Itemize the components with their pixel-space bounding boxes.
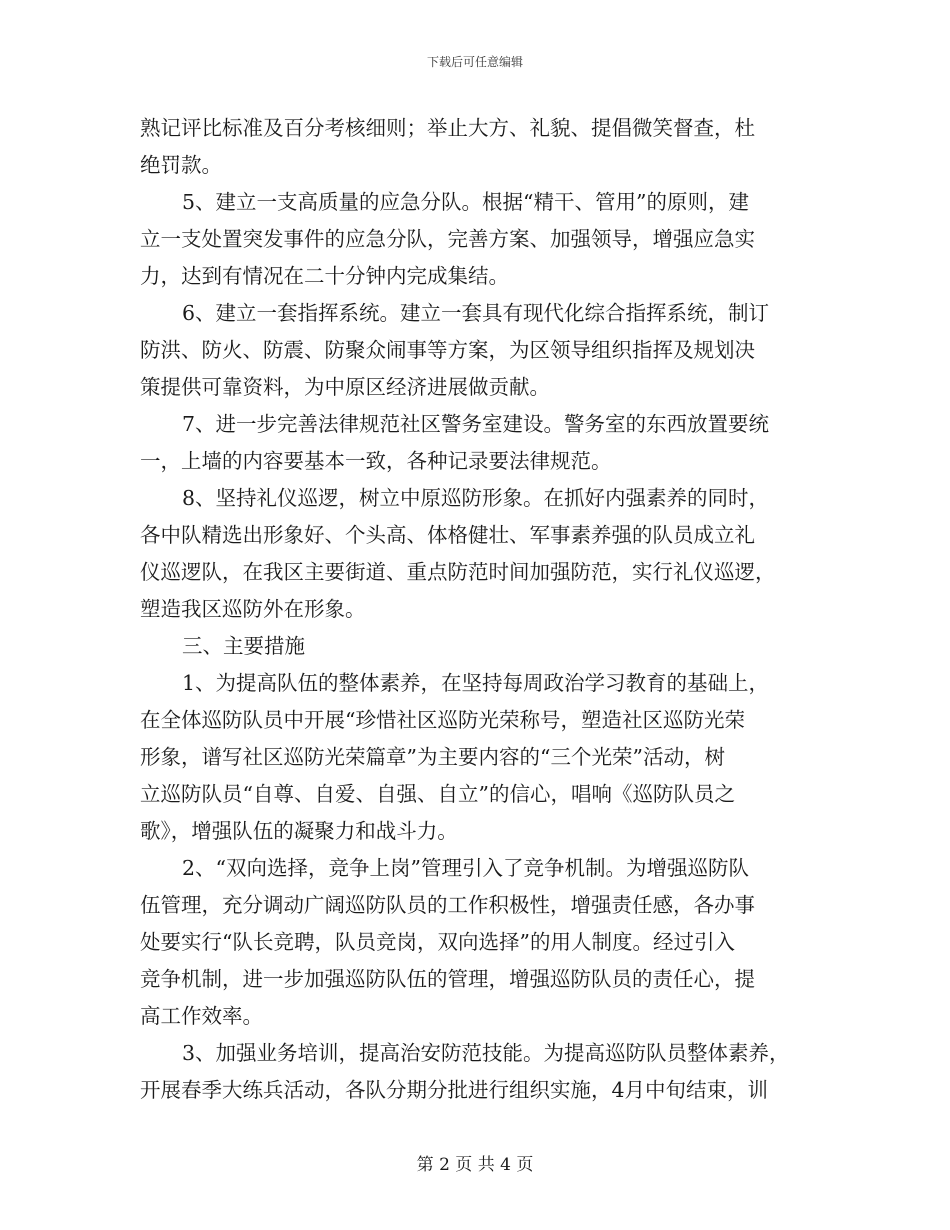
paragraph-first-line: 7、进一步完善法律规范社区警务室建设。警务室的东西放置要统 (182, 412, 770, 436)
paragraph-line: 一，上墙的内容要基本一致，各种记录要法律规范。 (140, 449, 612, 473)
paragraph-line: 立一支处置突发事件的应急分队，完善方案、加强领导，增强应急实 (140, 227, 755, 251)
paragraph-first-line: 3、加强业务培训，提高治安防范技能。为提高巡防队员整体素养， (182, 1041, 790, 1065)
paragraph-line: 绝罚款。 (140, 153, 222, 177)
paragraph-line: 形象，谱写社区巡防光荣篇章”为主要内容的“三个光荣”活动，树 (140, 745, 725, 769)
paragraph-line: 熟记评比标准及百分考核细则；举止大方、礼貌、提倡微笑督查，杜 (140, 116, 755, 140)
paragraph-first-line: 6、建立一套指挥系统。建立一套具有现代化综合指挥系统，制订 (182, 301, 770, 325)
paragraph-line: 处要实行“队长竞聘，队员竞岗，双向选择”的用人制度。经过引入 (140, 930, 735, 954)
page-header: 下载后可任意编辑 (426, 55, 523, 69)
paragraph-line: 防洪、防火、防震、防聚众闹事等方案，为区领导组织指挥及规划决 (140, 338, 755, 362)
paragraph-line: 开展春季大练兵活动，各队分期分批进行组织实施，4月中旬结束，训 (140, 1078, 769, 1102)
paragraph-line: 仪巡逻队，在我区主要街道、重点防范时间加强防范，实行礼仪巡逻， (140, 560, 776, 584)
paragraph-first-line: 三、主要措施 (182, 634, 305, 658)
paragraph-line: 策提供可靠资料，为中原区经济进展做贡献。 (140, 375, 550, 399)
paragraph-line: 立巡防队员“自尊、自爱、自强、自立”的信心，唱响《巡防队员之 (140, 782, 735, 806)
paragraph-line: 歌》，增强队伍的凝聚力和战斗力。 (140, 819, 458, 843)
paragraph-line: 塑造我区巡防外在形象。 (140, 597, 366, 621)
document-body (140, 110, 830, 1109)
paragraph-line: 高工作效率。 (140, 1004, 263, 1028)
paragraph-line: 竞争机制，进一步加强巡防队伍的管理，增强巡防队员的责任心，提 (140, 967, 755, 991)
paragraph-first-line: 5、建立一支高质量的应急分队。根据“精干、管用”的原则，建 (182, 190, 750, 214)
page-footer: 第 2 页 共 4 页 (416, 1155, 534, 1175)
paragraph-line: 各中队精选出形象好、个头高、体格健壮、军事素养强的队员成立礼 (140, 523, 755, 547)
paragraph-first-line: 8、坚持礼仪巡逻，树立中原巡防形象。在抓好内强素养的同时， (182, 486, 770, 510)
paragraph-line: 在全体巡防队员中开展“珍惜社区巡防光荣称号，塑造社区巡防光荣 (140, 708, 745, 732)
paragraph-first-line: 1、为提高队伍的整体素养，在坚持每周政治学习教育的基础上， (182, 671, 770, 695)
paragraph-first-line: 2、“双向选择，竞争上岗”管理引入了竞争机制。为增强巡防队 (182, 856, 750, 880)
paragraph-line: 力，达到有情况在二十分钟内完成集结。 (140, 264, 509, 288)
paragraph-line: 伍管理，充分调动广阔巡防队员的工作积极性，增强责任感，各办事 (140, 893, 755, 917)
